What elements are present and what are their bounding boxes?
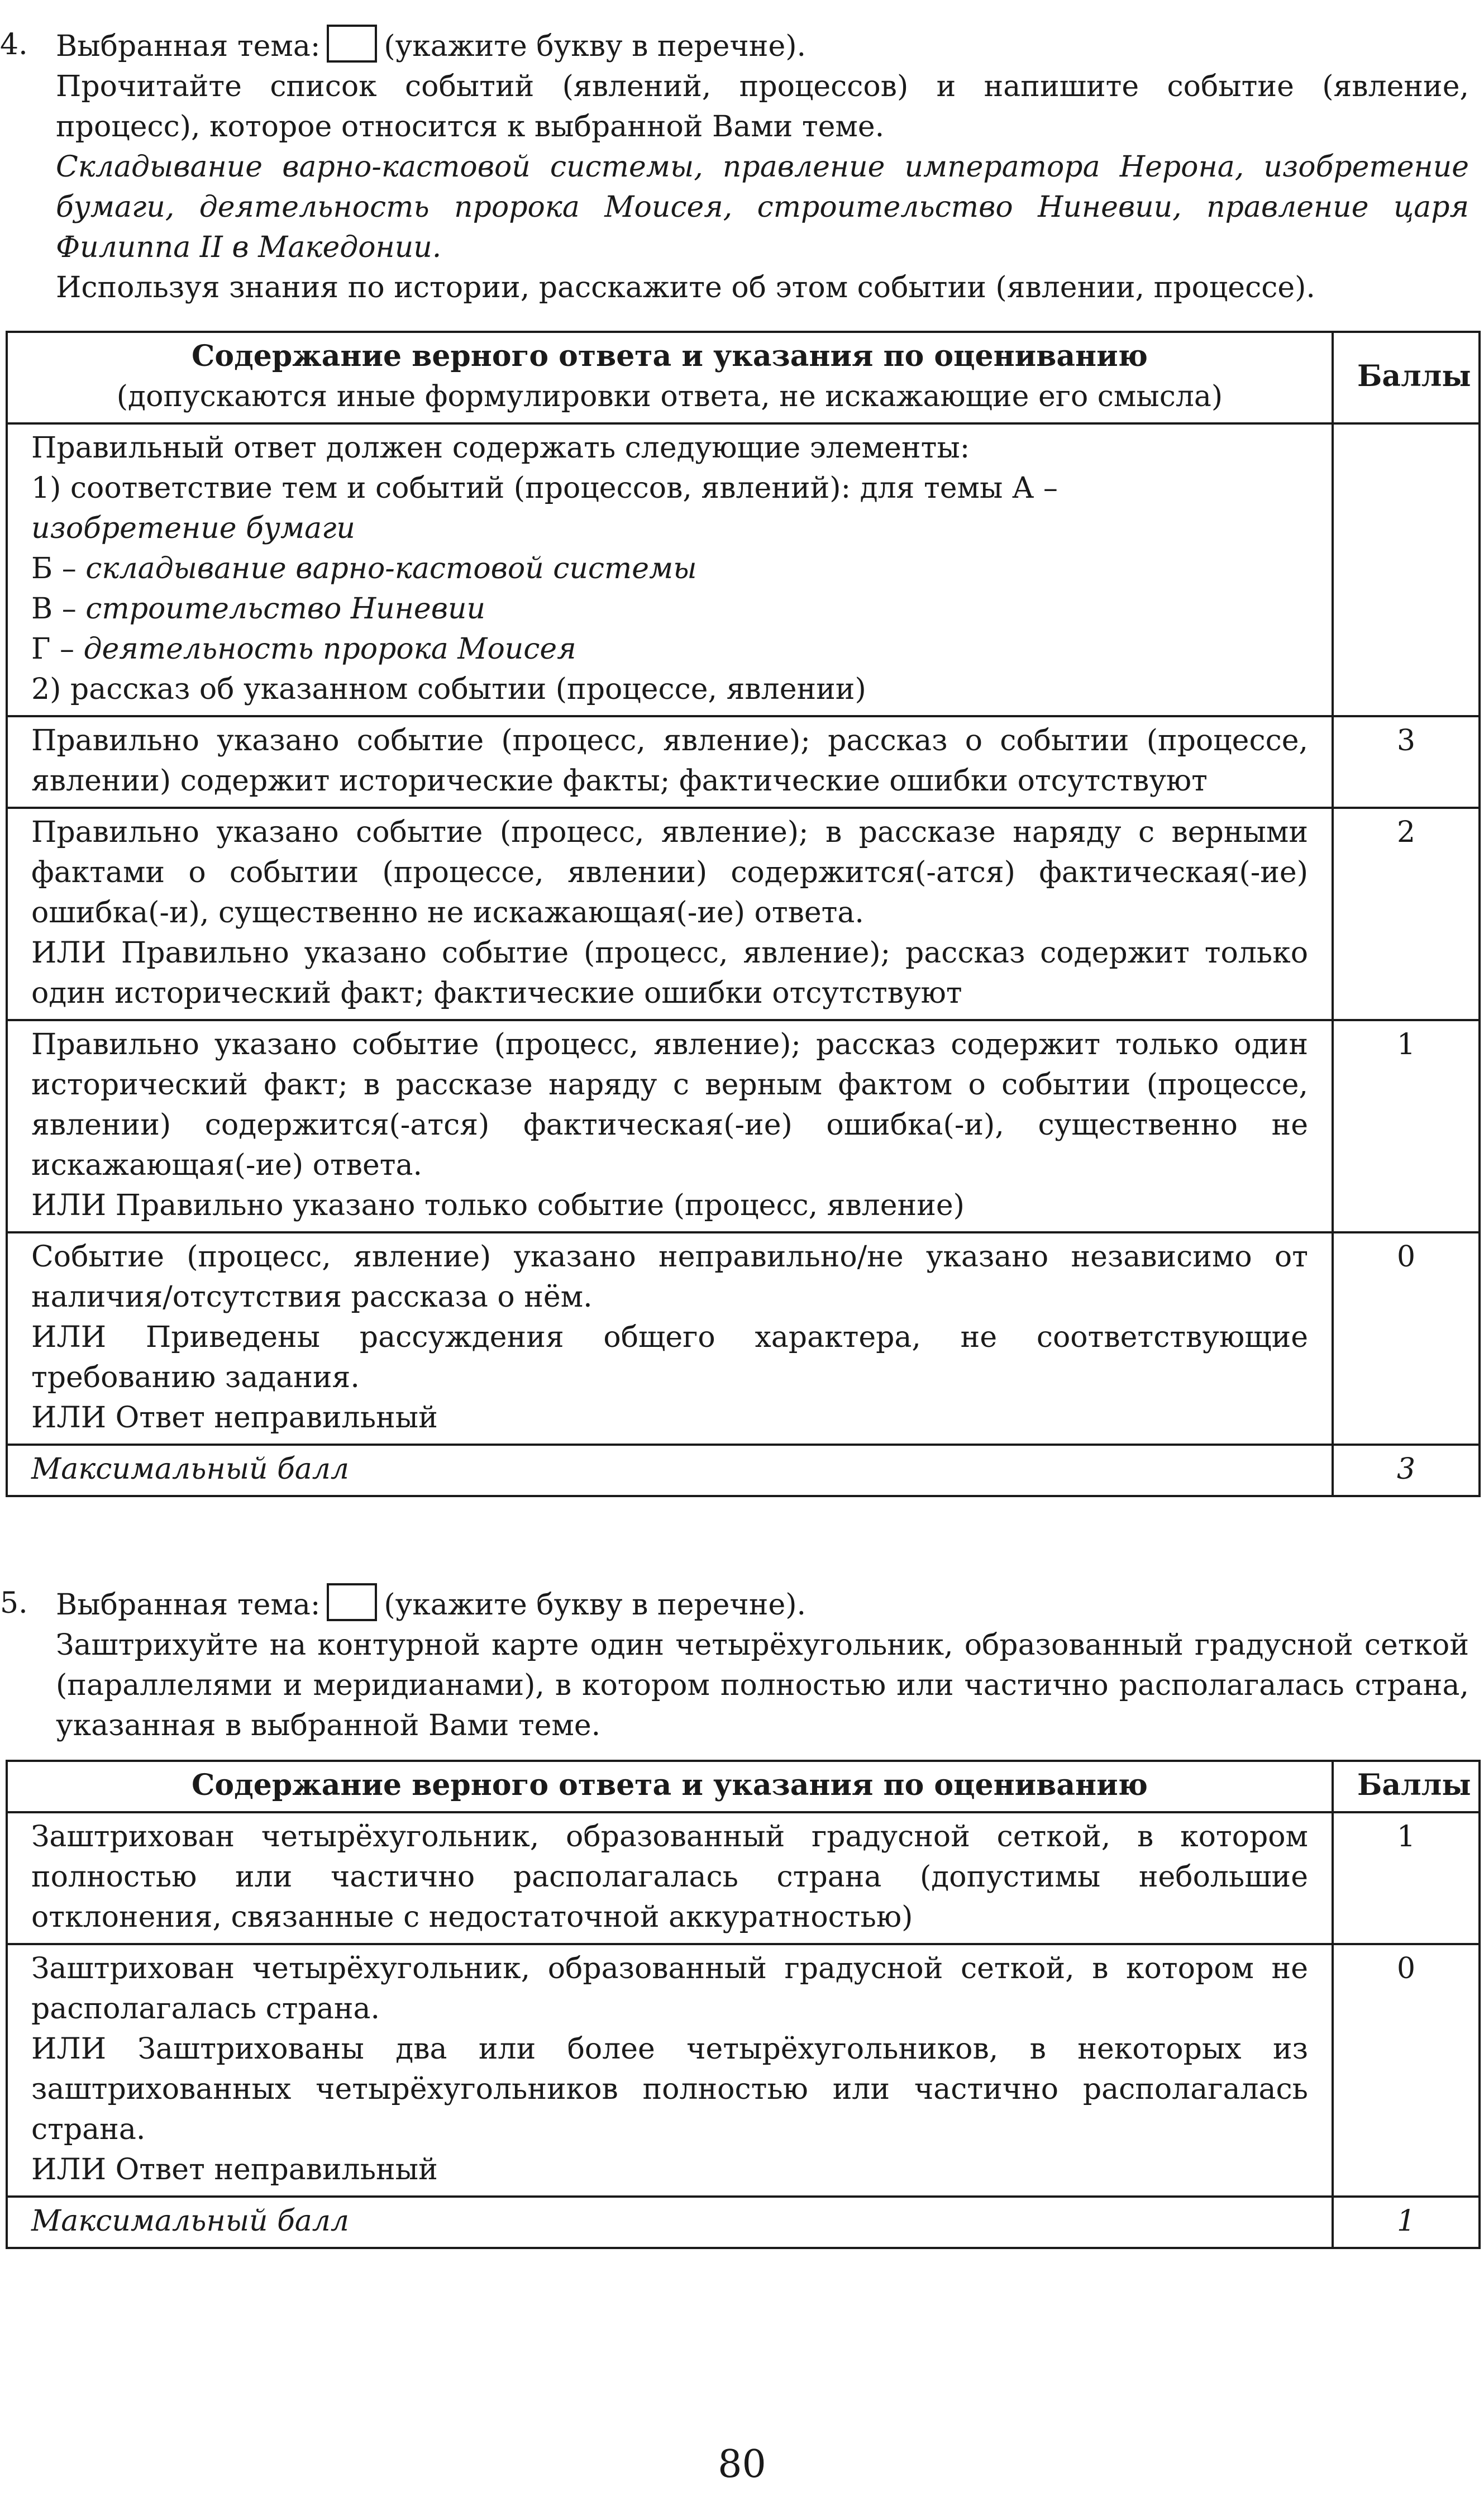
criteria-cell: Правильно указано событие (процесс, явление); в рассказе наряду с верными фактами о событии (процессе, явлении) содержится(-атся) фактическая(-ие) ошибка(-и), существенно не искажающая(-ие) ответа. ИЛИ Правильно указано событие (процесс, явление); рассказ содержит только один исторический факт; фактические ошибки отсутствуют	[7, 808, 1333, 1020]
max-score-row	[7, 1445, 1480, 1496]
answer-elements	[7, 423, 1333, 716]
table-row	[7, 1944, 1480, 2197]
answer-elements-row	[7, 423, 1480, 716]
max-score-label: Максимальный балл	[7, 1445, 1333, 1496]
table-row	[7, 1812, 1480, 1944]
question-4	[0, 25, 1484, 308]
max-score-label: Максимальный балл	[7, 2197, 1333, 2248]
score-cell: 0	[1333, 1232, 1480, 1445]
question-4-answer-box[interactable]	[327, 25, 377, 63]
page-number: 80	[718, 2442, 766, 2487]
content-header: Содержание верного ответа и указания по оцениванию	[7, 1761, 1333, 1812]
question-5-number: 5.	[0, 1587, 28, 1620]
question-5-answer-box[interactable]	[327, 1583, 377, 1621]
max-score-value: 1	[1333, 2197, 1480, 2248]
question-5	[0, 1583, 1484, 1746]
question-5-topic-hint: (укажите букву в перечне).	[384, 1588, 807, 1622]
score-header: Баллы	[1333, 1761, 1480, 1812]
answer-topic-b: Б – складывание варно-кастовой системы	[31, 552, 697, 585]
answer-elements-score	[1333, 423, 1480, 716]
content-header	[7, 332, 1333, 423]
table-row	[7, 1232, 1480, 1445]
score-cell: 1	[1333, 1020, 1480, 1232]
table-row	[7, 716, 1480, 808]
question-5-instruction: Заштрихуйте на контурной карте один четырёхугольник, образованный градусной сеткой (параллелями и меридианами), в котором полностью или частично располагалась страна, указанная в выбранной Вами теме.	[56, 1628, 1469, 1742]
content-header-main: Содержание верного ответа и указания по оцениванию	[192, 339, 1148, 373]
score-cell: 0	[1333, 1944, 1480, 2197]
table-row	[7, 808, 1480, 1020]
question-5-topic-label: Выбранная тема:	[56, 1588, 321, 1622]
criteria-cell: Заштрихован четырёхугольник, образованный градусной сеткой, в котором полностью или частично располагалась страна (допустимы небольшие отклонения, связанные с недостаточной аккуратностью)	[7, 1812, 1333, 1944]
question-4-instruction: Прочитайте список событий (явлений, процессов) и напишите событие (явление, процесс), которое относится к выбранной Вами теме.	[56, 70, 1469, 144]
question-4-scoring-table	[6, 331, 1481, 1497]
max-score-row	[7, 2197, 1480, 2248]
question-4-task: Используя знания по истории, расскажите об этом событии (явлении, процессе).	[56, 271, 1315, 304]
score-cell: 3	[1333, 716, 1480, 808]
answer-intro: Правильный ответ должен содержать следующие элементы:	[31, 431, 970, 465]
question-4-number: 4.	[0, 28, 28, 61]
criteria-cell: Заштрихован четырёхугольник, образованный градусной сеткой, в котором не располагалась страна. ИЛИ Заштрихованы два или более четырёхугольников, в некоторых из заштрихованных четырёхугольников полностью или частично располагалась страна. ИЛИ Ответ неправильный	[7, 1944, 1333, 2197]
answer-topic-g: Г – деятельность пророка Моисея	[31, 632, 576, 666]
table-header-row	[7, 1761, 1480, 1812]
criteria-cell: Правильно указано событие (процесс, явление); рассказ содержит только один исторический факт; в рассказе наряду с верным фактом о событии (процессе, явлении) содержится(-атся) фактическая(-ие) ошибка(-и), существенно не искажающая(-ие) ответа. ИЛИ Правильно указано только событие (процесс, явление)	[7, 1020, 1333, 1232]
answer-item-1: 1) соответствие тем и событий (процессов, явлений): для темы А –	[31, 471, 1058, 505]
answer-item-2: 2) рассказ об указанном событии (процессе, явлении)	[31, 673, 866, 706]
score-header: Баллы	[1333, 332, 1480, 423]
question-5-topic-line	[56, 1583, 1469, 1625]
question-4-topic-line	[56, 25, 1469, 66]
question-4-events-list: Складывание варно-кастовой системы, правление императора Нерона, изобретение бумаги, деятельность пророка Моисея, строительство Ниневии, правление царя Филиппа II в Македонии.	[56, 150, 1469, 264]
score-cell: 1	[1333, 1812, 1480, 1944]
question-4-topic-label: Выбранная тема:	[56, 30, 321, 63]
question-5-scoring-table	[6, 1760, 1481, 2249]
criteria-cell: Правильно указано событие (процесс, явление); рассказ о событии (процессе, явлении) содержит исторические факты; фактические ошибки отсутствуют	[7, 716, 1333, 808]
answer-topic-v: В – строительство Ниневии	[31, 592, 485, 626]
content-header-sub: (допускаются иные формулировки ответа, не искажающие его смысла)	[116, 380, 1223, 413]
criteria-cell: Событие (процесс, явление) указано неправильно/не указано независимо от наличия/отсутствия рассказа о нём. ИЛИ Приведены рассуждения общего характера, не соответствующие требованию задания. ИЛИ Ответ неправильный	[7, 1232, 1333, 1445]
max-score-value: 3	[1333, 1445, 1480, 1496]
table-header-row	[7, 332, 1480, 423]
question-4-topic-hint: (укажите букву в перечне).	[384, 30, 807, 63]
score-cell: 2	[1333, 808, 1480, 1020]
table-row	[7, 1020, 1480, 1232]
answer-topic-a: изобретение бумаги	[31, 512, 355, 545]
